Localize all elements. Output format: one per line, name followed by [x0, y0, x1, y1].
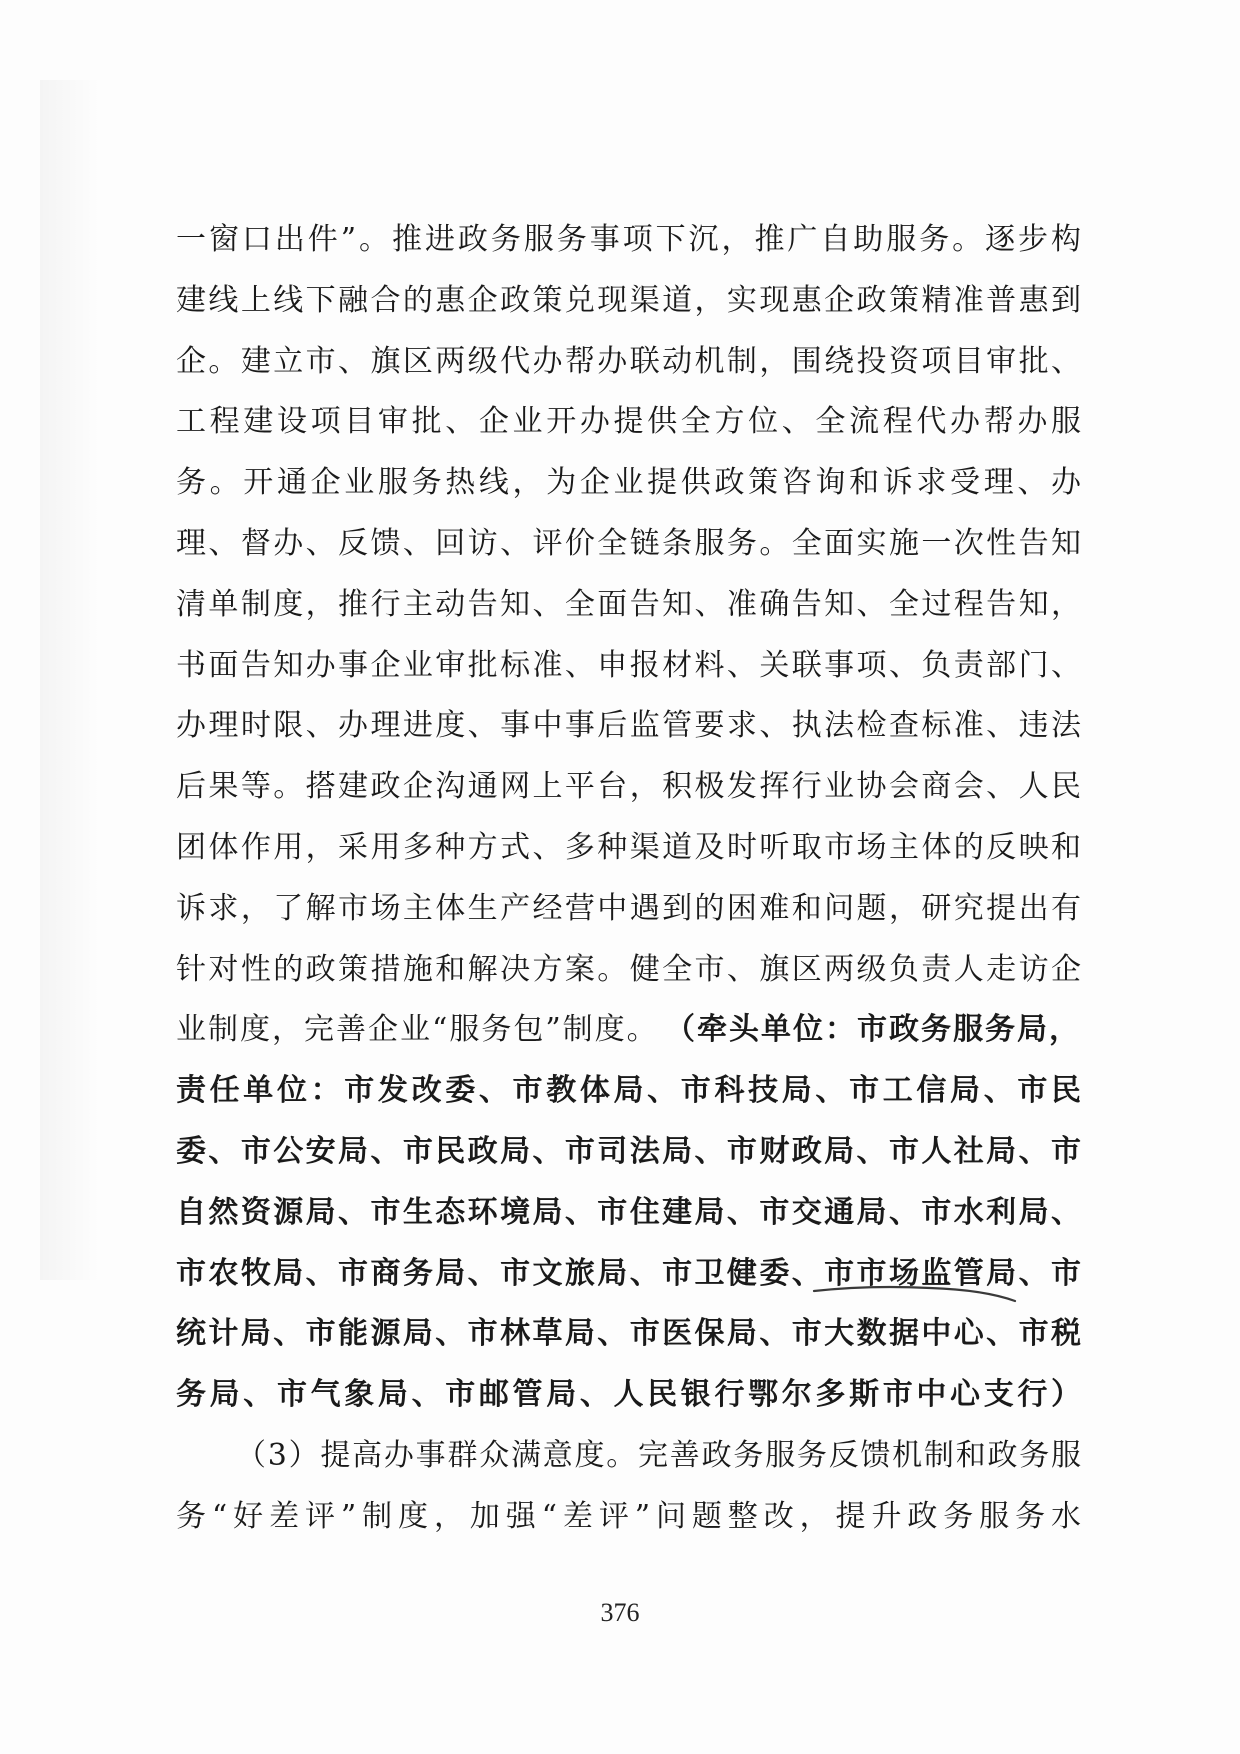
section-heading-line: （3）提高办事群众满意度。完善政务服务反馈机制和政务服 — [236, 1437, 1081, 1473]
text-line: 后果等。搭建政企沟通网上平台，积极发挥行业协会商会、人民 — [176, 769, 1081, 805]
text-line: 一窗口出件”。推进政务服务事项下沉，推广自助服务。逐步构 — [176, 222, 1081, 257]
text-line-regular-part: 业制度，完善企业“服务包”制度。 — [176, 1012, 659, 1048]
responsible-units-line: 统计局、市能源局、市林草局、市医保局、市大数据中心、市税 — [176, 1316, 1081, 1352]
text-line: 清单制度，推行主动告知、全面告知、准确告知、全过程告知， — [176, 586, 1081, 622]
text-line: 针对性的政策措施和解决方案。健全市、旗区两级负责人走访企 — [176, 951, 1081, 987]
lead-unit-text: （牵头单位：市政务服务局， — [665, 1012, 1081, 1048]
text-line: 办理时限、办理进度、事中事后监管要求、执法检查标准、违法 — [176, 708, 1081, 744]
text-line: 工程建设项目审批、企业开办提供全方位、全流程代办帮办服 — [176, 404, 1081, 440]
text-line: 理、督办、反馈、回访、评价全链条服务。全面实施一次性告知 — [176, 525, 1081, 561]
responsible-units-line: 务局、市气象局、市邮管局、人民银行鄂尔多斯市中心支行） — [176, 1377, 1081, 1413]
page-number: 376 — [600, 1598, 640, 1627]
responsible-units-line: 委、市公安局、市民政局、市司法局、市财政局、市人社局、市 — [176, 1133, 1081, 1169]
text-line: 企。建立市、旗区两级代办帮办联动机制，围绕投资项目审批、 — [176, 343, 1081, 379]
text-line: 诉求，了解市场主体生产经营中遇到的困难和问题，研究提出有 — [176, 890, 1081, 926]
responsible-units-line: 市农牧局、市商务局、市文旅局、市卫健委、市市场监管局、市 — [176, 1255, 1081, 1291]
scan-shadow — [40, 80, 100, 1280]
text-line: 务。开通企业服务热线，为企业提供政策咨询和诉求受理、办 — [176, 465, 1081, 501]
text-line: 书面告知办事企业审批标准、申报材料、关联事项、负责部门、 — [176, 647, 1081, 683]
text-line-mixed — [176, 1000, 1081, 1061]
text-line: 团体作用，采用多种方式、多种渠道及时听取市场主体的反映和 — [176, 829, 1081, 865]
text-line: 建线上线下融合的惠企政策兑现渠道，实现惠企政策精准普惠到 — [176, 282, 1081, 318]
handwritten-underline-mark — [810, 1283, 1020, 1307]
responsible-units-line: 自然资源局、市生态环境局、市住建局、市交通局、市水利局、 — [176, 1194, 1081, 1230]
responsible-units-line: 责任单位：市发改委、市教体局、市科技局、市工信局、市民 — [176, 1073, 1081, 1109]
body-text — [176, 210, 1081, 1548]
text-line: 务“好差评”制度，加强“差评”问题整改，提升政务服务水 — [176, 1498, 1081, 1534]
